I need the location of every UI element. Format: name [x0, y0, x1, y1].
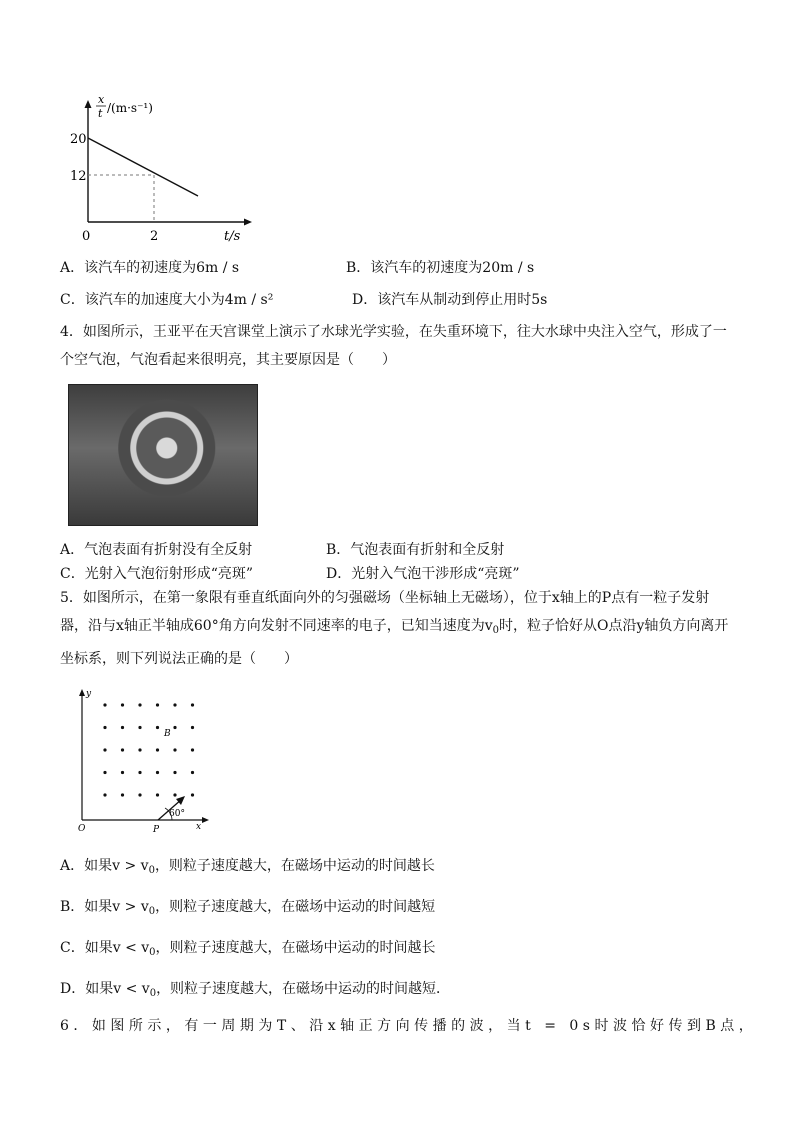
q5-option-c: C．如果$v < v_0$，则粒子速度越大，在磁场中运动的时间越长	[60, 940, 436, 958]
q6-question: 6．如图所示，有一周期为T、沿x轴正方向传播的波，当t = 0s时波恰好传到B点，	[60, 1018, 758, 1034]
fig-x-arrow	[202, 817, 209, 823]
y-label-num: x	[98, 93, 105, 106]
field-dot	[156, 748, 159, 751]
x-tick-2: 2	[150, 229, 159, 244]
y-axis-arrow	[85, 100, 92, 108]
magnetic-field-figure	[68, 686, 218, 836]
q5-option-b: B．如果$v > v_0$，则粒子速度越大，在磁场中运动的时间越短	[60, 899, 436, 917]
fig-y-arrow	[79, 689, 85, 696]
y-tick-20: 20	[70, 132, 87, 147]
field-dot	[156, 726, 159, 729]
field-dot	[191, 748, 194, 751]
velocity-graph	[60, 92, 270, 247]
q3-option-c: C．该汽车的加速度大小为4m / s²	[60, 292, 274, 308]
field-dot	[173, 703, 176, 706]
fig-origin: O	[78, 824, 86, 834]
y-tick-12: 12	[70, 169, 87, 184]
field-dot	[156, 771, 159, 774]
fig-point-b: B	[164, 729, 171, 739]
field-dot	[173, 793, 176, 796]
field-dot	[103, 748, 106, 751]
field-dot	[138, 703, 141, 706]
q3-option-d: D．该汽车从制动到停止用时5s	[352, 292, 548, 308]
field-dot	[191, 793, 194, 796]
field-dot	[156, 793, 159, 796]
q4-option-c: C．光射入气泡衍射形成“亮斑”	[60, 566, 254, 582]
field-dot	[138, 771, 141, 774]
velocity-line	[88, 138, 198, 196]
fig-y-label: y	[86, 689, 92, 699]
field-dot	[121, 748, 124, 751]
water-ball-photo	[68, 384, 258, 526]
field-dot	[121, 726, 124, 729]
fig-point-p: P	[153, 825, 160, 835]
field-dot	[121, 793, 124, 796]
q5-option-d: D．如果$v < v_0$，则粒子速度越大，在磁场中运动的时间越短．	[60, 981, 451, 999]
field-dot	[138, 793, 141, 796]
fig-angle: 60°	[169, 809, 185, 819]
field-dot	[173, 726, 176, 729]
q4-option-b: B．气泡表面有折射和全反射	[326, 542, 505, 558]
q5-question: 5．如图所示，在第一象限有垂直纸面向外的匀强磁场（坐标轴上无磁场），位于x轴上的P点有一粒子发射器，沿与x轴正半轴成60°角方向发射不同速率的电子，已知当速度为$v_0$时，粒子恰好从O点沿y轴负方向离开坐标系，则下列说法正确的是（ ）	[60, 590, 729, 667]
field-dot	[138, 726, 141, 729]
q5-option-a: A．如果$v > v_0$，则粒子速度越大，在磁场中运动的时间越长	[60, 858, 435, 876]
q3-option-a: A．该汽车的初速度为6m / s	[60, 260, 240, 276]
fig-x-label: x	[196, 822, 202, 832]
q4-option-d: D．光射入气泡干涉形成“亮斑”	[326, 566, 520, 582]
field-dot	[173, 748, 176, 751]
field-dot	[103, 703, 106, 706]
field-dot	[103, 726, 106, 729]
field-dot	[103, 793, 106, 796]
x-label: t/s	[224, 229, 241, 244]
field-dot	[138, 748, 141, 751]
y-label-unit: /(m·s⁻¹)	[107, 101, 153, 115]
field-dot	[103, 771, 106, 774]
field-dot	[156, 703, 159, 706]
field-dot	[191, 703, 194, 706]
q3-option-b: B．该汽车的初速度为20m / s	[346, 260, 535, 276]
origin-label: 0	[82, 229, 91, 244]
field-dot	[191, 726, 194, 729]
q4-option-a: A．气泡表面有折射没有全反射	[60, 542, 253, 558]
field-dot	[121, 703, 124, 706]
q4-question: 4．如图所示，王亚平在天宫课堂上演示了水球光学实验，在失重环境下，往大水球中央注入空气，形成了一个空气泡，气泡看起来很明亮，其主要原因是（ ）	[60, 324, 727, 368]
field-dot	[191, 771, 194, 774]
field-dot	[173, 771, 176, 774]
field-dot	[121, 771, 124, 774]
y-label-den: t	[98, 107, 103, 120]
x-axis-arrow	[244, 219, 252, 226]
